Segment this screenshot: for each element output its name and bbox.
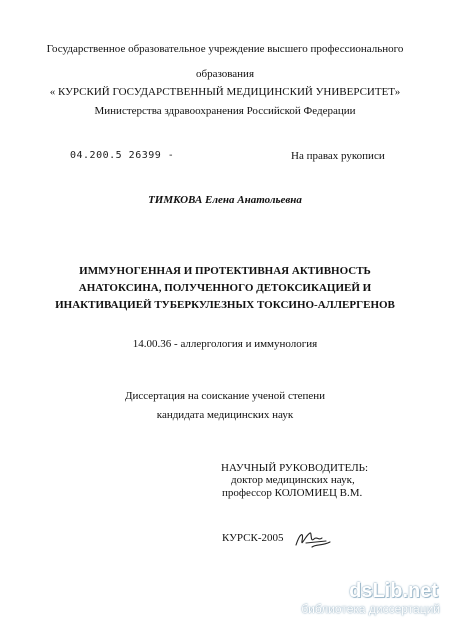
institution-line-1: Государственное образовательное учреждение высшего профессионального [46, 43, 404, 55]
supervisor-name: профессор КОЛОМИЕЦ В.М. [222, 487, 363, 499]
author-name: ТИМКОВА Елена Анатольевна [148, 194, 302, 206]
watermark-logo: dsLib.net [349, 580, 438, 602]
signature [292, 527, 340, 551]
place-year: КУРСК-2005 [222, 532, 284, 544]
university-name: « КУРСКИЙ ГОСУДАРСТВЕННЫЙ МЕДИЦИНСКИЙ УНИВЕРСИТЕТ» [49, 86, 401, 98]
specialty-code: 14.00.36 - аллергология и иммунология [132, 338, 318, 350]
degree-line-2: кандидата медицинских наук [156, 409, 294, 421]
manuscript-rights: На правах рукописи [291, 150, 385, 162]
supervisor-degree: доктор медицинских наук, [231, 474, 355, 486]
title-line-1: ИММУНОГЕННАЯ И ПРОТЕКТИВНАЯ АКТИВНОСТЬ [79, 265, 371, 277]
watermark [268, 576, 450, 618]
title-line-2: АНАТОКСИНА, ПОЛУЧЕННОГО ДЕТОКСИКАЦИЕЙ И [78, 282, 372, 294]
supervisor-heading: НАУЧНЫЙ РУКОВОДИТЕЛЬ: [221, 462, 369, 474]
title-line-3: ИНАКТИВАЦИЕЙ ТУБЕРКУЛЕЗНЫХ ТОКСИНО-АЛЛЕРГЕНОВ [55, 299, 395, 311]
degree-line-1: Диссертация на соискание ученой степени [124, 390, 326, 402]
ministry-line: Министерства здравоохранения Российской Федерации [94, 105, 356, 117]
institution-line-2: образования [195, 68, 255, 80]
watermark-subtitle: библиотека диссертаций [301, 602, 440, 616]
registration-stamp: 04.200.5 26399 - [70, 150, 175, 161]
